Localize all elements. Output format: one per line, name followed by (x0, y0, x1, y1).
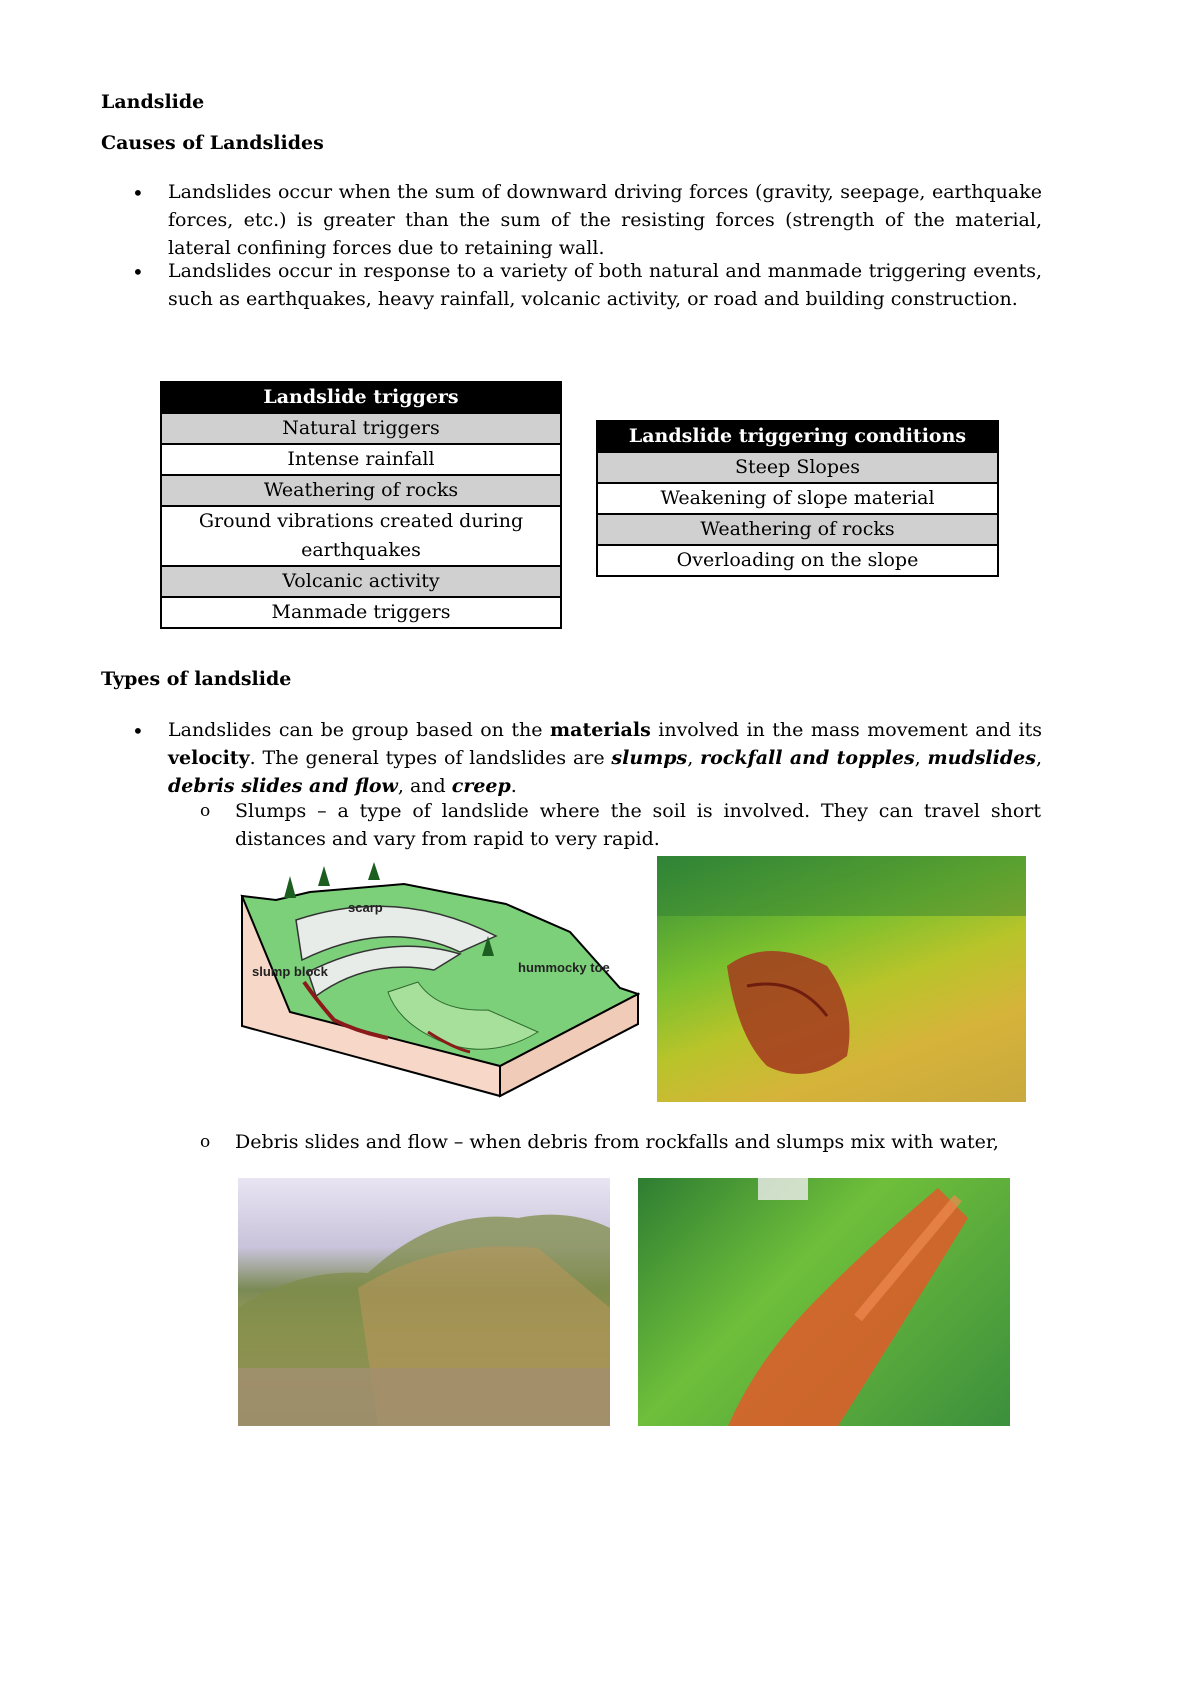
debris-photo-2-svg (638, 1178, 1010, 1426)
tree-icon (318, 866, 330, 886)
debris-photo-1-svg (238, 1178, 610, 1426)
slumps-term: slumps (611, 747, 688, 769)
intro-text: , and (397, 775, 452, 797)
page-title: Landslide (101, 91, 205, 113)
triggers-table-header: Landslide triggers (161, 382, 561, 413)
triggers-row: Volcanic activity (161, 566, 561, 597)
triggers-table (160, 381, 562, 629)
conditions-table-header: Landslide triggering conditions (597, 421, 998, 452)
intro-text: , (914, 747, 928, 769)
bullet-2-marker: • (132, 260, 144, 284)
triggers-row: Weathering of rocks (161, 475, 561, 506)
intro-text: Landslides can be group based on the (168, 719, 551, 741)
triggers-row: Ground vibrations created during earthquakes (161, 506, 561, 566)
slump-block-label: slump block (252, 964, 328, 979)
tree-icon (368, 862, 380, 880)
slumps-description: Slumps – a type of landslide where the soil is involved. They can travel short distances and vary from rapid to very rapid. (235, 800, 1041, 850)
causes-bullet-2: Landslides occur in response to a variety of both natural and manmade triggering events, such as earthquakes, heavy rainfall, volcanic activity, or road and building construction. (168, 260, 1042, 310)
materials-term: materials (550, 719, 651, 741)
mudslides-term: mudslides (927, 747, 1036, 769)
conditions-row: Overloading on the slope (597, 545, 998, 576)
intro-text: involved in the mass movement and its (650, 719, 1042, 741)
slump-photo-svg (657, 856, 1026, 1102)
slump-diagram (238, 862, 640, 1098)
conditions-row: Weakening of slope material (597, 483, 998, 514)
triggers-row: Manmade triggers (161, 597, 561, 628)
conditions-row: Weathering of rocks (597, 514, 998, 545)
debris-term: debris slides and flow (168, 775, 398, 797)
triggers-row: Intense rainfall (161, 444, 561, 475)
velocity-term: velocity (168, 747, 250, 769)
intro-text: , (1035, 747, 1042, 769)
sub-bullet-marker: o (200, 801, 211, 821)
scarp-label: scarp (348, 900, 383, 915)
slump-diagram-svg (238, 862, 640, 1098)
creep-term: creep (451, 775, 511, 797)
debris-photo-1 (238, 1178, 610, 1426)
slump-photo (657, 856, 1026, 1102)
tree-icon (284, 876, 296, 898)
intro-text: . The general types of landslides are (249, 747, 612, 769)
hummocky-toe-label: hummocky toe (518, 960, 610, 975)
rockfall-term: rockfall and topples (700, 747, 915, 769)
debris-description: Debris slides and flow – when debris from rockfalls and slumps mix with water, (235, 1131, 999, 1153)
causes-bullet-1: Landslides occur when the sum of downward driving forces (gravity, seepage, earthquake forces, etc.) is greater than the sum of the resisting forces (strength of the material, lateral confining forces due to retaining wall. (168, 181, 1042, 259)
sub-bullet-marker: o (200, 1132, 211, 1152)
triggers-row: Natural triggers (161, 413, 561, 444)
types-heading: Types of landslide (101, 668, 292, 690)
intro-text: , (687, 747, 701, 769)
bullet-3-marker: • (132, 719, 144, 743)
causes-heading: Causes of Landslides (101, 132, 324, 154)
conditions-table (596, 420, 999, 577)
debris-photo-2 (638, 1178, 1010, 1426)
intro-text: . (510, 775, 517, 797)
types-intro (168, 716, 1042, 800)
conditions-row: Steep Slopes (597, 452, 998, 483)
bullet-1-marker: • (132, 181, 144, 205)
